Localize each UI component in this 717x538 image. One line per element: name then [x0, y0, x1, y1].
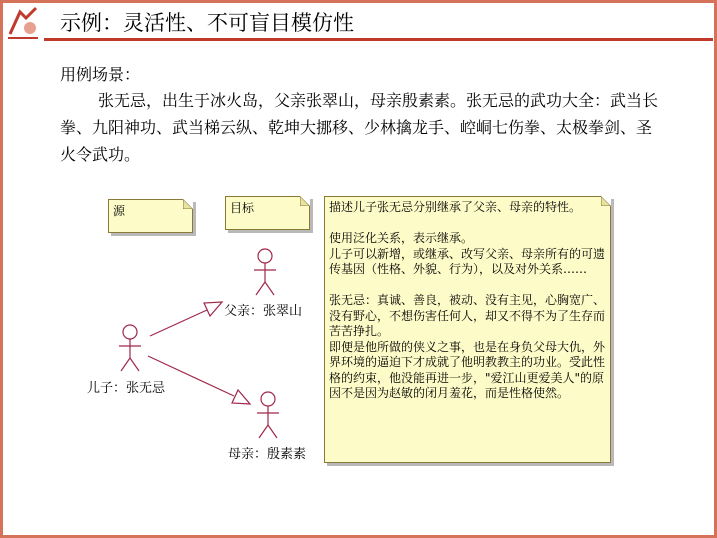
son-actor-label: 儿子：张无忌: [87, 381, 166, 396]
scenario-heading: 用例场景：: [60, 65, 141, 84]
mother-actor-icon: [257, 392, 279, 438]
description-note-text: 描述儿子张无忌分别继承了父亲、母亲的特性。 使用泛化关系，表示继承。 儿子可以新增，或继承、改写父亲、母亲所有的可遗传基因（性格、外貌、行为），以及对外关系…… 张无忌：真诚、善良，被动、没有主见，心胸宽广、没有野心，不想伤害任何人，却又不得不为了生存而苦苦挣扎。 即便是他所做的侠义之事，也是在身负父母大仇，外界环境的逼迫下才成就了他明教教主的功业。受此性格的约束，他没能再进一步，"爱江山更爱美人"的原因不是因为赵敏的闭月羞花，而是性格使然。: [329, 200, 606, 400]
mother-actor-label: 母亲：殷素素: [228, 447, 307, 462]
source-note-text: 源: [113, 204, 126, 218]
slide-title: 示例：灵活性、不可盲目模仿性: [60, 11, 354, 35]
target-note-text: 目标: [230, 201, 255, 215]
son-actor-icon: [119, 325, 141, 371]
father-actor-label: 父亲：张翠山: [224, 304, 303, 319]
father-actor-icon: [254, 249, 276, 295]
generalization-arrow-father: [150, 302, 222, 336]
scenario-text: 张无忌，出生于冰火岛，父亲张翠山，母亲殷素素。张无忌的武功大全：武当长拳、九阳神功、武当梯云纵、乾坤大挪移、少林擒龙手、崆峒七伤拳、太极拳剑、圣火令武功。: [60, 91, 659, 164]
